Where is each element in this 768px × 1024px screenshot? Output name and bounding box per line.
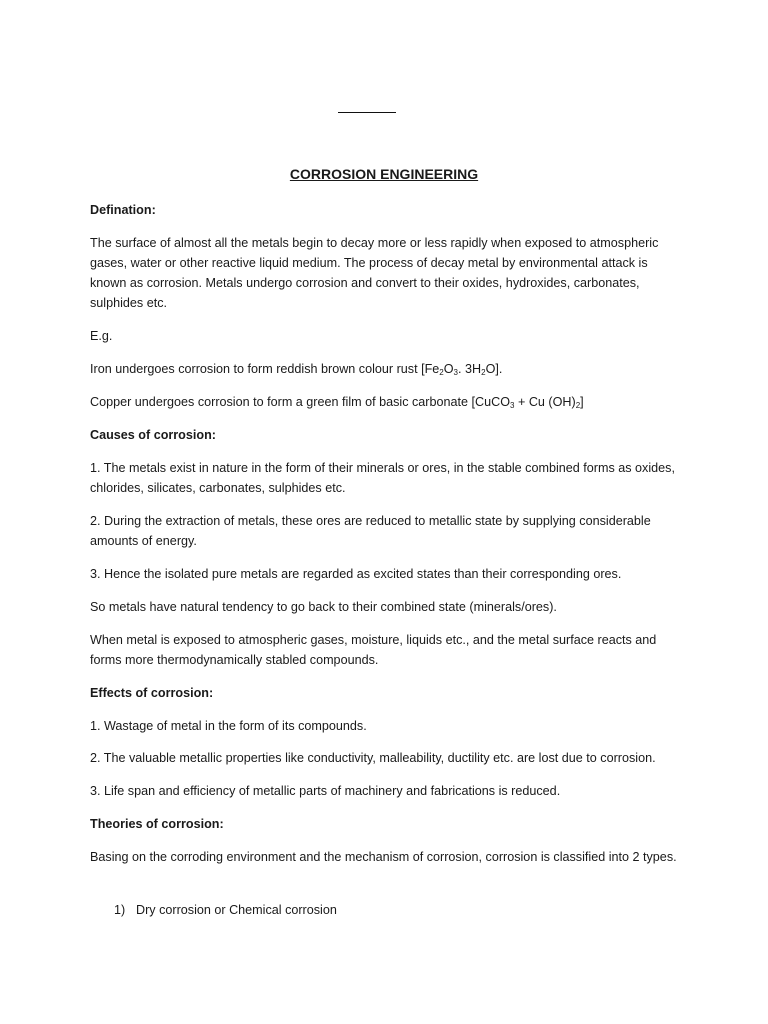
causes-heading: Causes of corrosion:: [90, 428, 216, 442]
example-label: E.g.: [90, 329, 113, 343]
effects-point-3: 3. Life span and efficiency of metallic parts of machinery and fabrications is reduced.: [90, 784, 561, 798]
list-item: [114, 900, 337, 920]
effects-heading: Effects of corrosion:: [90, 686, 214, 700]
theories-heading: Theories of corrosion:: [90, 817, 224, 831]
effects-point-2: 2. The valuable metallic properties like conductivity, malleability, ductility etc. are lost due to corrosion.: [90, 751, 656, 765]
theories-paragraph: Basing on the corroding environment and the mechanism of corrosion, corrosion is classified into 2 types.: [90, 850, 677, 864]
effects-point-1: 1. Wastage of metal in the form of its compounds.: [90, 719, 367, 733]
definition-heading: Defination:: [90, 203, 156, 217]
causes-point-5: When metal is exposed to atmospheric gases, moisture, liquids etc., and the metal surface reacts and forms more thermodynamically stabled compounds.: [90, 633, 657, 667]
list-item-number: 1): [114, 903, 126, 917]
top-horizontal-rule: [338, 112, 396, 113]
causes-point-1: 1. The metals exist in nature in the form of their minerals or ores, in the stable combined forms as oxides, chlorides, silicates, carbonates, sulphides etc.: [90, 461, 675, 495]
list-item-text: Dry corrosion or Chemical corrosion: [136, 903, 337, 917]
document-title: CORROSION ENGINEERING: [289, 166, 479, 182]
definition-paragraph: The surface of almost all the metals begin to decay more or less rapidly when exposed to atmospheric gases, water or other reactive liquid medium. The process of decay metal by environmental attack is known as corrosion. Metals undergo corrosion and convert to their oxides, hydroxides, carbonates, sulphides etc.: [90, 236, 659, 310]
causes-point-3: 3. Hence the isolated pure metals are regarded as excited states than their corresponding ores.: [90, 567, 622, 581]
iron-example: Iron undergoes corrosion to form reddish brown colour rust [$Fe_2O_3$. $3H_2O$].: [90, 362, 503, 377]
causes-point-4: So metals have natural tendency to go back to their combined state (minerals/ores).: [90, 600, 557, 614]
causes-point-2: 2. During the extraction of metals, these ores are reduced to metallic state by supplying considerable amounts of energy.: [90, 514, 651, 548]
copper-example: Copper undergoes corrosion to form a green film of basic carbonate [CuCO$_3$ + Cu $(OH)_2$]: [90, 395, 584, 410]
